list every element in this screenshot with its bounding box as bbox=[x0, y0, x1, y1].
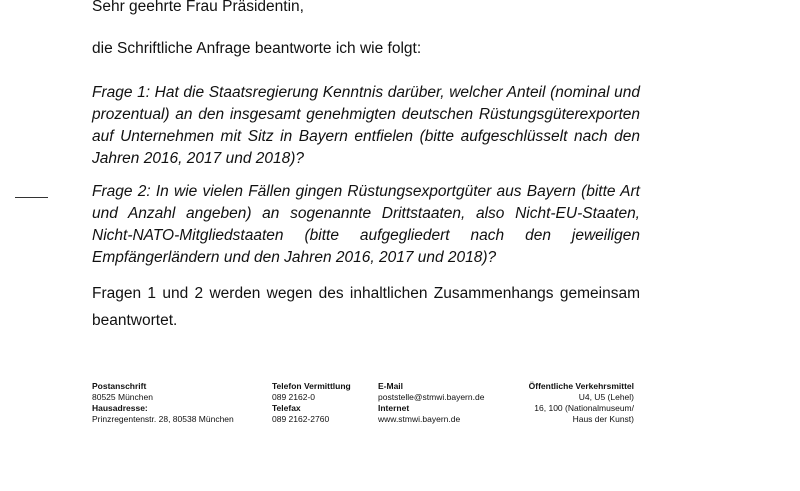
email-value: poststelle@stmwi.bayern.de bbox=[378, 392, 485, 402]
oev-label: Öffentliche Verkehrsmittel bbox=[528, 381, 634, 391]
oev-line-3: Haus der Kunst) bbox=[572, 414, 634, 424]
oev-line-2: 16, 100 (Nationalmuseum/ bbox=[534, 403, 634, 413]
telefax-label: Telefax bbox=[272, 403, 301, 413]
hausadresse-value: Prinzregentenstr. 28, 80538 München bbox=[92, 414, 234, 424]
hausadresse-label: Hausadresse: bbox=[92, 403, 148, 413]
footer-transit bbox=[506, 381, 634, 425]
telefax-value: 089 2162-2760 bbox=[272, 414, 330, 424]
postanschrift-value: 80525 München bbox=[92, 392, 153, 402]
intro-text: die Schriftliche Anfrage beantworte ich wie folgt: bbox=[92, 40, 422, 57]
margin-mark bbox=[15, 197, 48, 198]
footer-email bbox=[378, 381, 484, 425]
telefon-value: 089 2162-0 bbox=[272, 392, 316, 402]
question-2: Frage 2: In wie vielen Fällen gingen Rüstungsexportgüter aus Bayern (bitte Art und Anzahl angeben) an sogenannte Drittstaaten, also Nicht-EU-Staaten, Nicht-NATO-Mitgliedstaaten (bitte aufgegliedert nach den jeweiligen Empfängerländern und den Jahren 2016, 2017 und 2018)? bbox=[92, 183, 640, 266]
salutation: Sehr geehrte Frau Präsidentin, bbox=[92, 0, 304, 15]
internet-value: www.stmwi.bayern.de bbox=[378, 414, 461, 424]
internet-label: Internet bbox=[378, 403, 410, 413]
question-1: Frage 1: Hat die Staatsregierung Kenntnis darüber, welcher Anteil (nominal und prozentual) an den insgesamt genehmigten deutschen Rüstungsgüterexporten auf Unternehmen mit Sitz in Bayern entfielen (bitte aufgeschlüsselt nach den Jahren 2016, 2017 und 2018)? bbox=[92, 84, 640, 167]
telefon-label: Telefon Vermittlung bbox=[272, 381, 351, 391]
footer-address bbox=[92, 381, 234, 425]
email-label: E-Mail bbox=[378, 381, 404, 391]
footer-phone bbox=[272, 381, 351, 425]
postanschrift-label: Postanschrift bbox=[92, 381, 147, 391]
answer-text: Fragen 1 und 2 werden wegen des inhaltlichen Zusammenhangs gemeinsam beantwortet. bbox=[92, 285, 640, 329]
oev-line-1: U4, U5 (Lehel) bbox=[578, 392, 634, 402]
